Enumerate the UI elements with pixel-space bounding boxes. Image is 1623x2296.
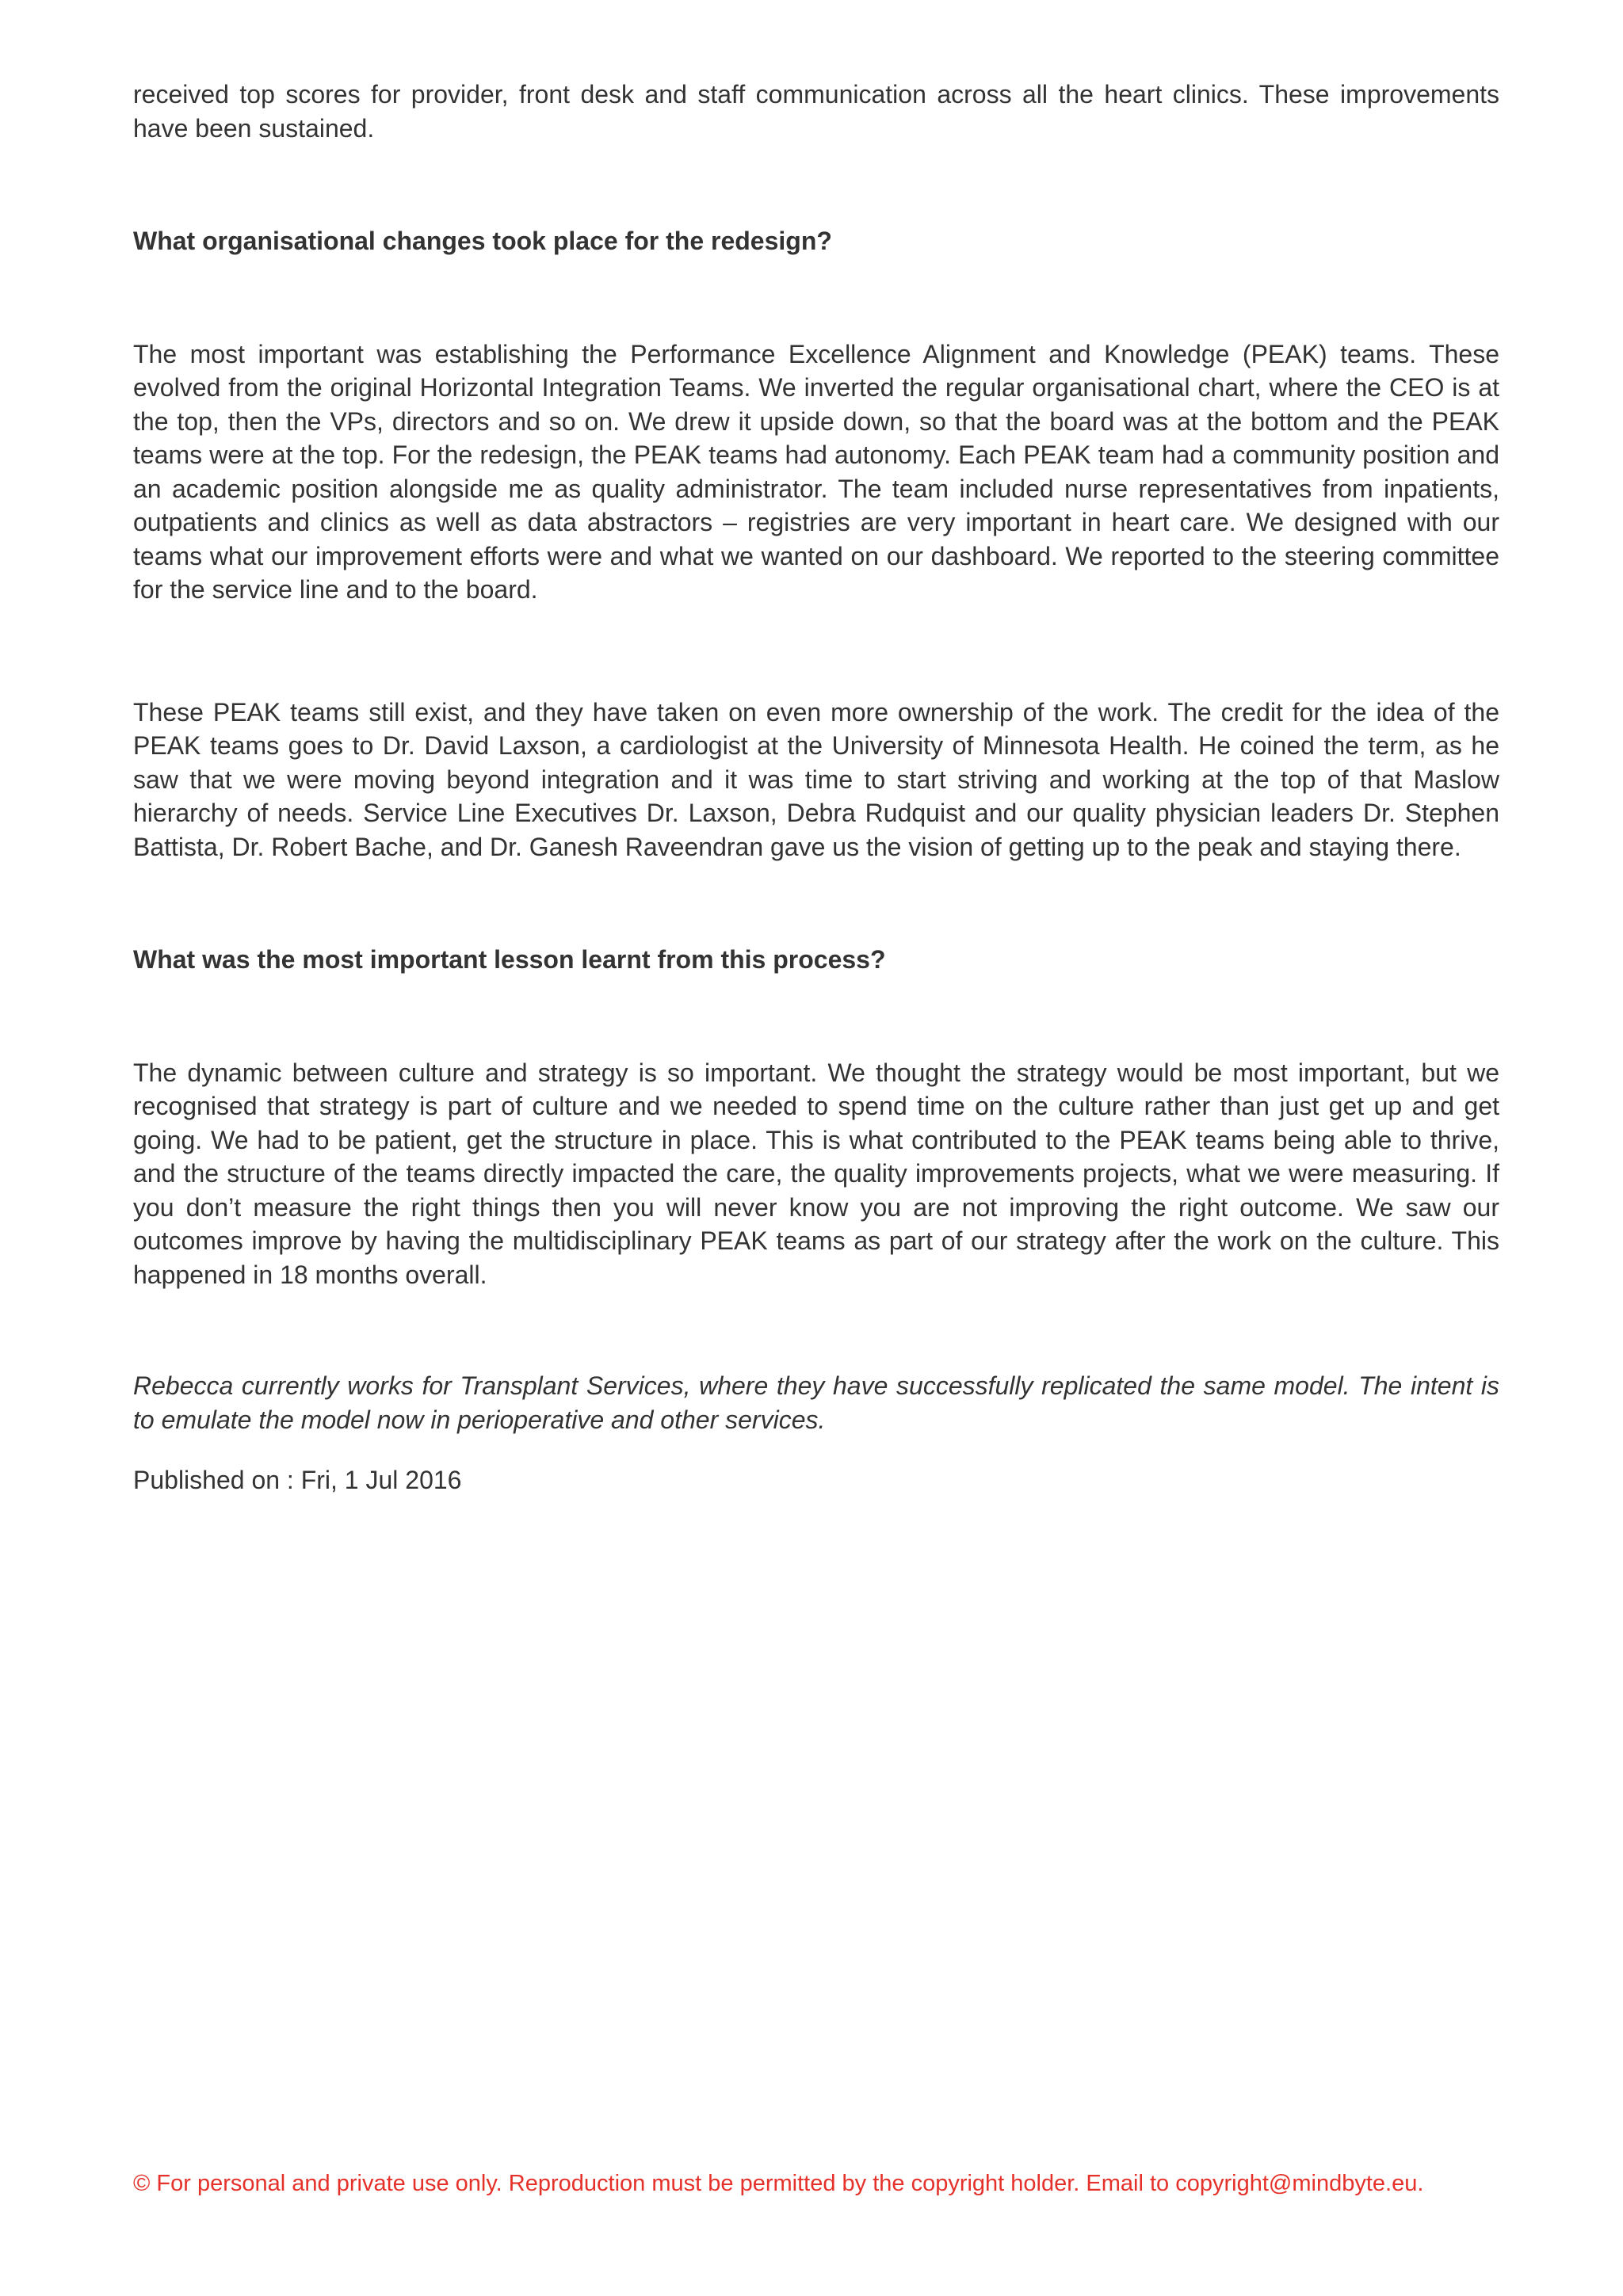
peak-teams-paragraph-1: The most important was establishing the Performance Excellence Alignment and Knowledge (PEAK) teams. These evolved from the original Horizontal Integration Teams. We inverted the regular organisational chart, where the CEO is at the top, then the VPs, directors and so on. We drew it upside down, so that the board was at the bottom and the PEAK teams were at the top. For the redesign, the PEAK teams had autonomy. Each PEAK team had a community position and an academic position alongside me as quality administrator. The team included nurse representatives from inpatients, outpatients and clinics as well as data abstractors – registries are very important in heart care. We designed with our teams what our improvement efforts were and what we wanted on our dashboard. We reported to the steering committee for the service line and to the board. <box>133 339 1499 604</box>
lesson-paragraph: The dynamic between culture and strategy is so important. We thought the strategy would be most important, but we recognised that strategy is part of culture and we needed to spend time on the culture rather than just get up and get going. We had to be patient, get the structure in place. This is what contributed to the PEAK teams being able to thrive, and the structure of the teams directly impacted the care, the quality improvements projects, what we were measuring. If you don’t measure the right things then you will never know you are not improving the right outcome. We saw our outcomes improve by having the multidisciplinary PEAK teams as part of our strategy after the work on the culture. This happened in 18 months overall. <box>133 1058 1499 1289</box>
published-date: Published on : Fri, 1 Jul 2016 <box>133 1466 462 1494</box>
section-heading-lesson-learnt: What was the most important lesson learnt from this process? <box>133 945 886 974</box>
article-body <box>133 78 1499 1497</box>
intro-paragraph: received top scores for provider, front desk and staff communication across all the heart clinics. These improvements have been sustained. <box>133 80 1499 143</box>
section-heading-organisational-changes: What organisational changes took place for the redesign? <box>133 227 832 255</box>
rebecca-note: Rebecca currently works for Transplant Services, where they have successfully replicated the same model. The intent is to emulate the model now in perioperative and other services. <box>133 1371 1499 1434</box>
peak-teams-paragraph-2: These PEAK teams still exist, and they have taken on even more ownership of the work. The credit for the idea of the PEAK teams goes to Dr. David Laxson, a cardiologist at the University of Minnesota Health. He coined the term, as he saw that we were moving beyond integration and it was time to start striving and working at the top of that Maslow hierarchy of needs. Service Line Executives Dr. Laxson, Debra Rudquist and our quality physician leaders Dr. Stephen Battista, Dr. Robert Bache, and Dr. Ganesh Raveendran gave us the vision of getting up to the peak and staying there. <box>133 697 1499 861</box>
copyright-footer: © For personal and private use only. Reproduction must be permitted by the copyright holder. Email to copyright@mindbyte.eu. <box>133 2171 1424 2196</box>
